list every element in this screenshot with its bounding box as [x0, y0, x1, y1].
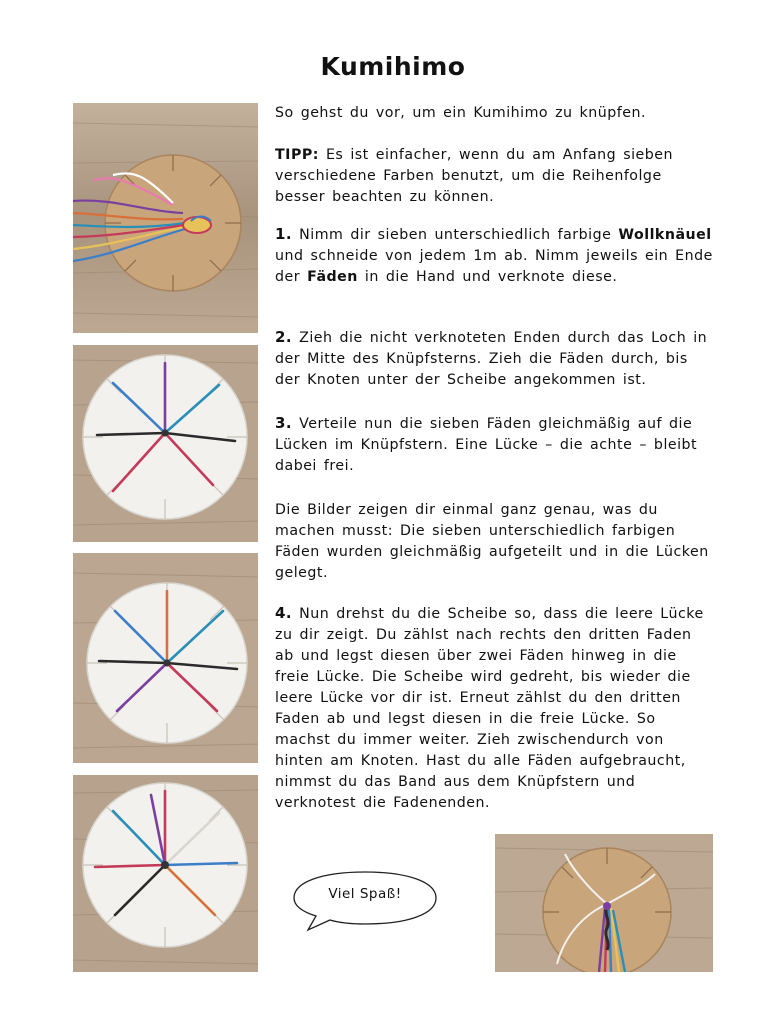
step-number: 2. — [275, 328, 293, 346]
tip-text: Es ist einfacher, wenn du am Anfang sieben verschiedene Farben benutzt, um die Reihenfolge besser beachten zu können. — [275, 147, 673, 205]
step-text: Nimm dir sieben unterschiedlich farbige — [292, 227, 619, 243]
step-number: 1. — [275, 225, 293, 243]
photo-disc-step-3 — [73, 775, 258, 972]
step-number: 3. — [275, 414, 293, 432]
photo-finished-braid — [495, 834, 713, 972]
page-title: Kumihimo — [320, 52, 466, 81]
step-keyword: Fäden — [307, 269, 358, 285]
intro-text: So gehst du vor, um ein Kumihimo zu knüpfen. — [275, 105, 646, 121]
step-text: und schneide von jedem 1m ab. Nimm jeweils ein Ende der — [275, 248, 713, 285]
photo-disc-step-1 — [73, 345, 258, 542]
step-3 — [275, 413, 713, 477]
photo-disc-step-2 — [73, 553, 258, 763]
tip-label: TIPP: — [275, 147, 319, 163]
step-2 — [275, 327, 713, 391]
step-1 — [275, 224, 713, 288]
step-keyword: Wollknäuel — [618, 227, 712, 243]
bubble-text: Viel Spaß! — [328, 886, 402, 902]
step-text: in die Hand und verknote diese. — [357, 269, 618, 285]
photo-cardboard-threads — [73, 103, 258, 333]
tip-paragraph — [275, 145, 713, 208]
step-text: Verteile nun die sieben Fäden gleichmäßig auf die Lücken im Knüpfstern. Eine Lücke – die achte – bleibt dabei frei. — [275, 416, 698, 474]
step-text: Nun drehst du die Scheibe so, dass die leere Lücke zu dir zeigt. Du zählst nach rechts den dritten Faden ab und legst diesen über zwei Fäden hinweg in die freie Lücke. Die Scheibe wird gedreht, bis wieder die leere Lücke vor dir ist. Erneut zählst du den dritten Faden ab und legst diesen in die freie Lücke. So machst du immer weiter. Zieh zwischendurch von hinten am Knoten. Hast du alle Fäden aufgebraucht, nimmst du das Band aus dem Knüpfstern und verknotest die Fadenenden. — [275, 606, 704, 811]
step-number: 4. — [275, 604, 293, 622]
step-4 — [275, 603, 713, 814]
info-paragraph: Die Bilder zeigen dir einmal ganz genau, was du machen musst: Die sieben unterschiedlich farbigen Fäden wurden gleichmäßig aufgeteilt und in die Lücken gelegt. — [275, 502, 709, 581]
step-text: Zieh die nicht verknoteten Enden durch das Loch in der Mitte des Knüpfsterns. Zieh die Fäden durch, bis der Knoten unter der Scheibe angekommen ist. — [275, 330, 708, 388]
